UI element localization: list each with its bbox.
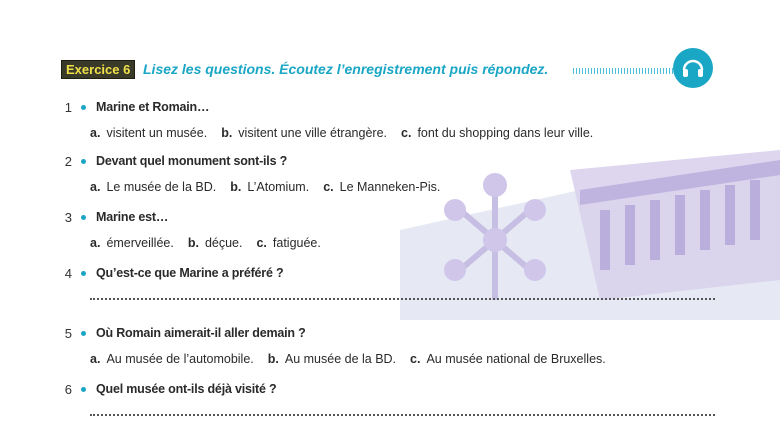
- exercise-header: [61, 58, 721, 80]
- question-number: 5: [64, 325, 72, 341]
- question-2: [60, 152, 454, 196]
- bullet-icon: [81, 271, 86, 276]
- bullet-icon: [81, 331, 86, 336]
- question-number: 1: [64, 99, 72, 115]
- headphones-icon: [680, 55, 706, 81]
- option-a[interactable]: a. visitent un musée.: [90, 126, 208, 140]
- option-b[interactable]: b. visitent une ville étrangère.: [221, 126, 387, 140]
- question-text: Marine et Romain…: [96, 100, 210, 114]
- bullet-icon: [81, 387, 86, 392]
- bullet-icon: [81, 105, 86, 110]
- question-number: 2: [64, 153, 72, 169]
- question-4: [60, 264, 715, 300]
- question-3: [60, 208, 335, 252]
- option-b[interactable]: b. Au musée de la BD.: [267, 352, 397, 366]
- question-text: Quel musée ont-ils déjà visité ?: [96, 382, 277, 396]
- question-text: Devant quel monument sont-ils ?: [96, 154, 288, 168]
- option-b[interactable]: b. L’Atomium.: [230, 180, 310, 194]
- exercise-badge: Exercice 6: [61, 60, 135, 79]
- bullet-icon: [81, 159, 86, 164]
- option-c[interactable]: c. font du shopping dans leur ville.: [401, 126, 594, 140]
- answer-line[interactable]: [90, 296, 715, 300]
- option-c[interactable]: c. fatiguée.: [256, 236, 321, 250]
- option-c[interactable]: c. Au musée national de Bruxelles.: [410, 352, 606, 366]
- question-text: Où Romain aimerait-il aller demain ?: [96, 326, 306, 340]
- option-a[interactable]: a. Le musée de la BD.: [90, 180, 217, 194]
- question-number: 4: [64, 265, 72, 281]
- option-a[interactable]: a. Au musée de l’automobile.: [90, 352, 254, 366]
- question-text: Marine est…: [96, 210, 169, 224]
- question-1: [60, 98, 607, 142]
- audio-button[interactable]: [673, 48, 713, 88]
- header-rule: [573, 68, 673, 74]
- option-b[interactable]: b. déçue.: [187, 236, 243, 250]
- bullet-icon: [81, 215, 86, 220]
- option-a[interactable]: a. émerveillée.: [90, 236, 174, 250]
- option-c[interactable]: c. Le Manneken-Pis.: [323, 180, 441, 194]
- exercise-instruction: Lisez les questions. Écoutez l’enregistrement puis répondez.: [143, 61, 549, 77]
- question-number: 3: [64, 209, 72, 225]
- question-6: [60, 380, 715, 416]
- question-text: Qu’est-ce que Marine a préféré ?: [96, 266, 284, 280]
- answer-line[interactable]: [90, 412, 715, 416]
- question-number: 6: [64, 381, 72, 397]
- question-5: [60, 324, 620, 368]
